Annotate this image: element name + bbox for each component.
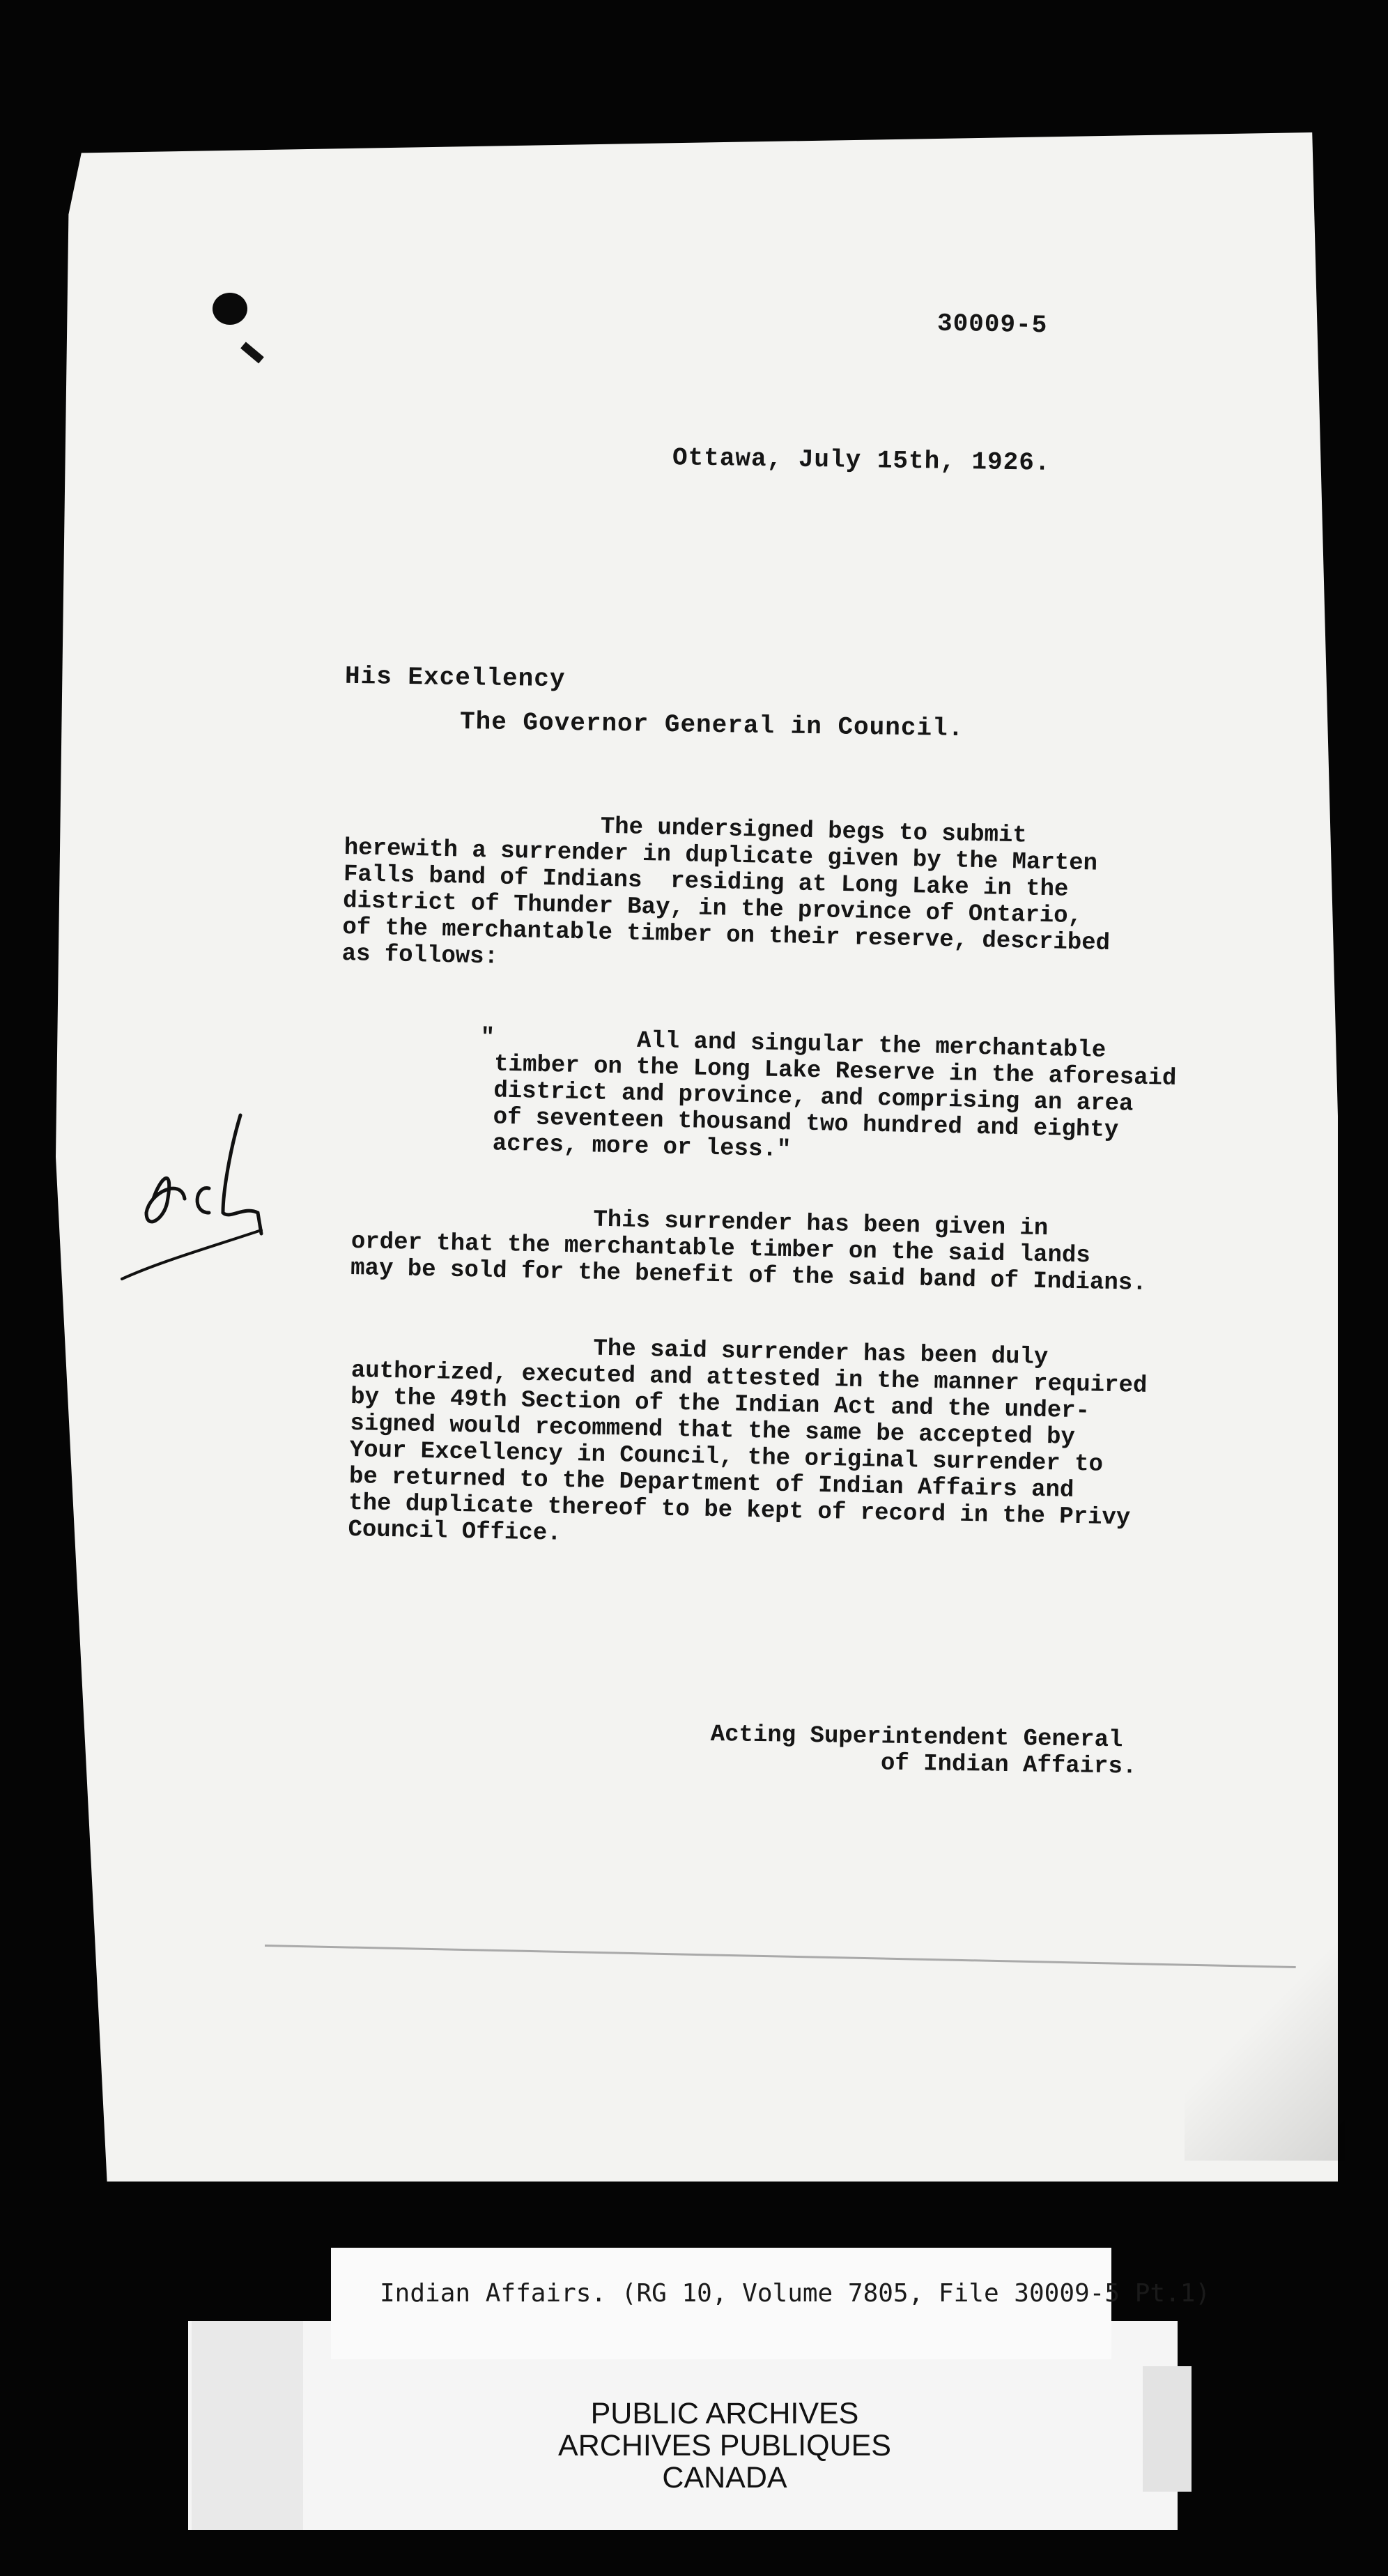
archive-reference-text: Indian Affairs. (RG 10, Volume 7805, File 30009-5 Pt.1): [380, 2279, 1211, 2308]
date-line: Ottawa, July 15th, 1926.: [672, 443, 1051, 477]
page-curl-shadow: [1185, 1938, 1345, 2161]
paragraph-purpose: This surrender has been given in order that the merchantable timber on the said lands may be sold for the benefit of the said band of Indians.: [350, 1202, 1147, 1297]
paragraph-surrender-intro: The undersigned begs to submit herewith a surrender in duplicate given by the Marten Falls band of Indians residing at Long Lake in the district of Thunder Bay, in the province of Ontario, of the merchantable timber on their reserve, described as follows:: [341, 808, 1111, 971]
salutation-line-1: His Excellency: [344, 661, 566, 694]
archive-stamp-line-2: ARCHIVES PUBLIQUES: [558, 2429, 891, 2462]
tape-strip-left: [192, 2321, 303, 2530]
paragraph-recommendation: The said surrender has been duly authorized, executed and attested in the manner required by the 49th Section of the Indian Act and the under- signed would recommend that the same be accepted by Your Excellency in Council, the original surrender to be returned to the Department of Indian Affairs and the duplicate thereof to be kept of record in the Privy Council Office.: [348, 1331, 1148, 1547]
handwritten-initials: [118, 1108, 300, 1289]
paragraph-description-quote: " All and singular the merchantable timber on the Long Lake Reserve in the aforesaid district and province, and comprising an area of seventeen thousand two hundred and eighty acres, more or less.": [478, 1025, 1177, 1164]
archive-stamp-line-1: PUBLIC ARCHIVES: [590, 2397, 859, 2430]
archive-stamp-line-3: CANADA: [662, 2461, 787, 2494]
file-number: 30009-5: [936, 309, 1048, 340]
salutation-line-2: The Governor General in Council.: [459, 707, 964, 744]
punch-hole: [213, 293, 247, 325]
tape-strip-right: [1143, 2366, 1192, 2492]
signature-block: Acting Superintendent General of Indian Affairs.: [709, 1722, 1137, 1781]
archive-stamp: [543, 2398, 906, 2494]
